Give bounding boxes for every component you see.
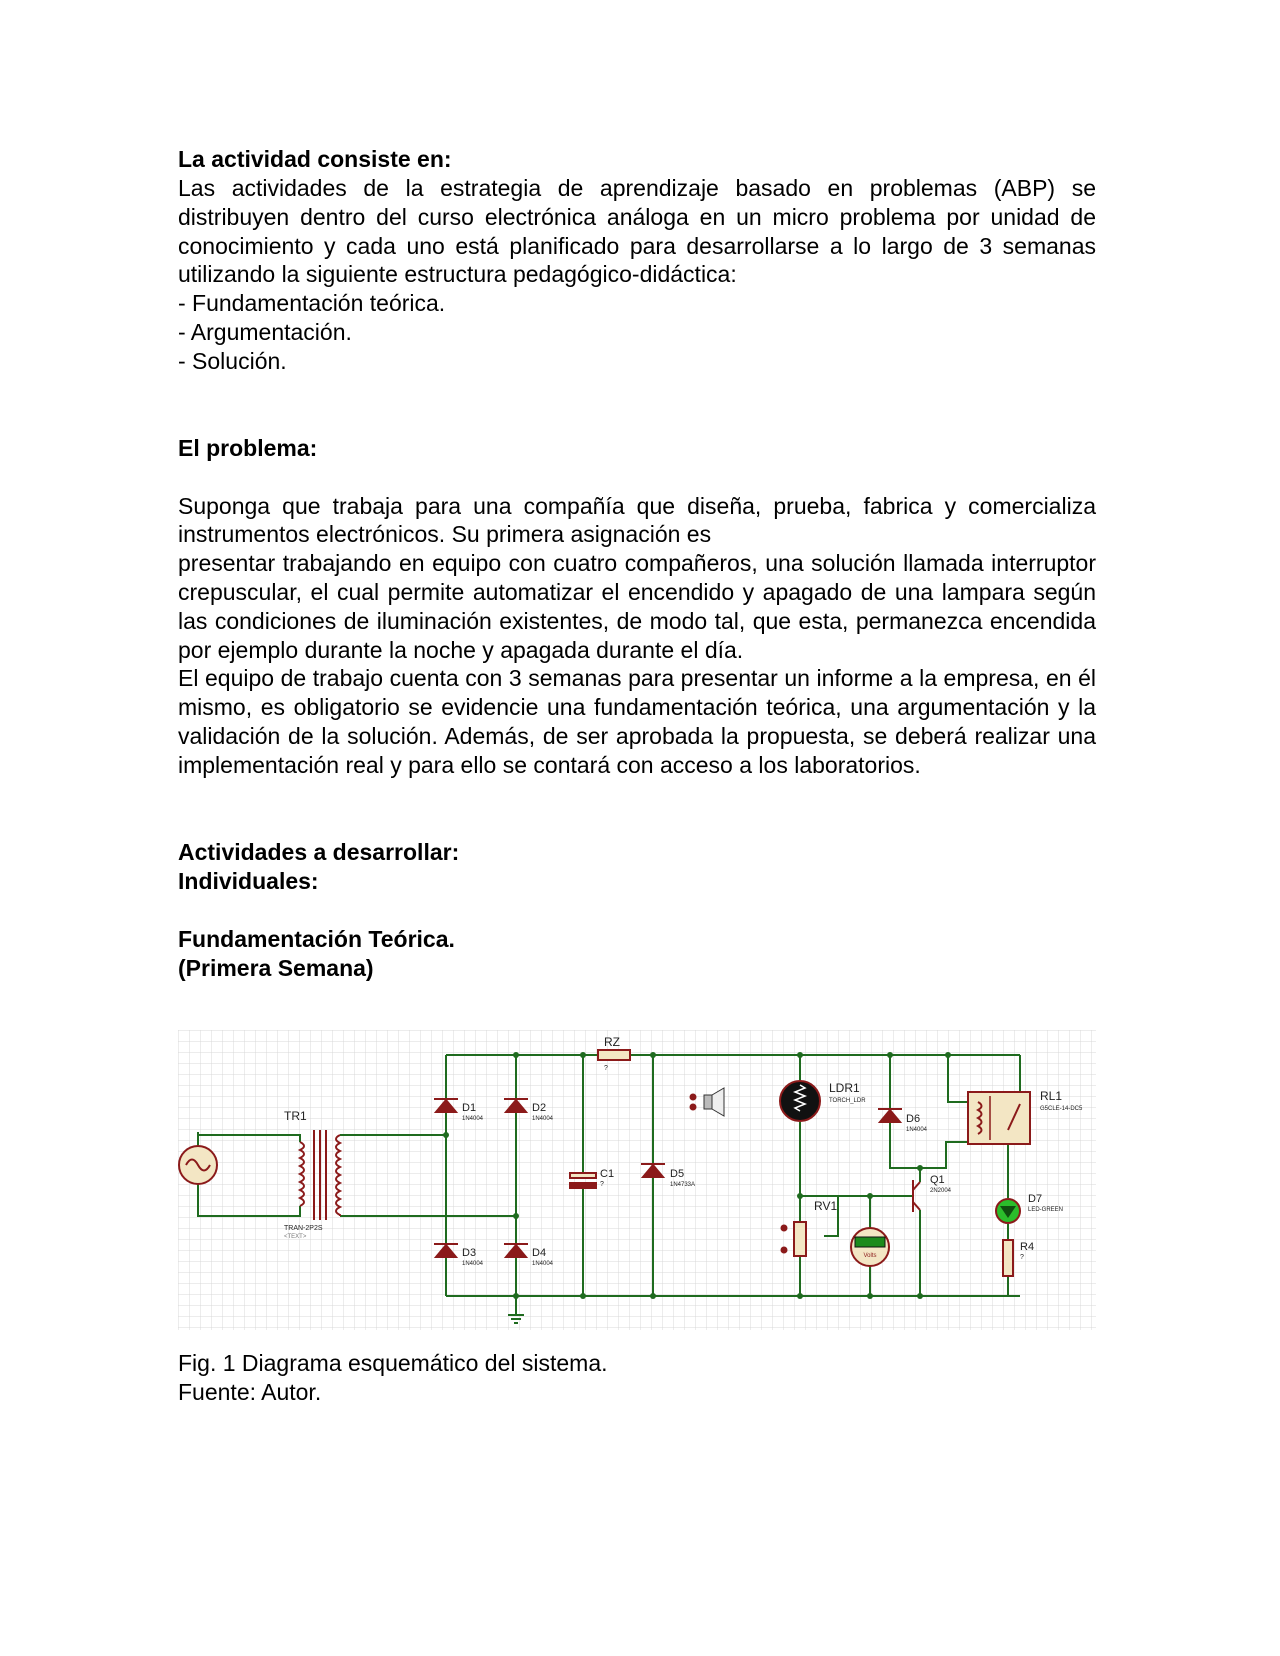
circuit-schematic	[178, 1030, 1096, 1330]
svg-text:1N4004: 1N4004	[462, 1116, 484, 1122]
intro-paragraph: Las actividades de la estrategia de aprendizaje basado en problemas (ABP) se distribuyen dentro del curso electrónica análoga en un micro problema por unidad de conocimiento y cada uno está planificado para desarrollarse a lo largo de 3 semanas utilizando la siguiente estructura pedagógico-didáctica:	[178, 175, 1096, 288]
heading-actividad: La actividad consiste en:	[178, 146, 452, 172]
list-item: - Solución.	[178, 347, 287, 374]
svg-text:1N4733A: 1N4733A	[670, 1182, 696, 1188]
svg-text:1N4004: 1N4004	[462, 1261, 484, 1267]
problem-paragraph-1a: Suponga que trabaja para una compañía que diseña, prueba, fabrica y comercializa instrumentos electrónicos. Su primera asignación es	[178, 492, 1096, 548]
svg-text:1N4004: 1N4004	[906, 1127, 928, 1133]
svg-text:LED-GREEN: LED-GREEN	[1028, 1207, 1064, 1213]
figure-caption	[178, 1349, 608, 1407]
svg-text:D5: D5	[670, 1168, 685, 1180]
ldr-icon	[780, 1081, 820, 1121]
svg-text:?: ?	[1020, 1254, 1024, 1261]
svg-text:TORCH_LDR: TORCH_LDR	[829, 1098, 866, 1104]
resistor-icon	[598, 1050, 630, 1060]
list-item: - Argumentación.	[178, 318, 352, 345]
svg-text:RZ: RZ	[604, 1035, 620, 1049]
heading-actividades: Actividades a desarrollar:	[178, 838, 460, 865]
svg-text:1N4004: 1N4004	[532, 1261, 554, 1267]
relay-icon	[968, 1092, 1030, 1144]
problem-paragraph-1b: presentar trabajando en equipo con cuatro compañeros, una solución llamada interruptor crepuscular, el cual permite automatizar el encendido y apagado de una lampara según las condiciones de iluminación existentes, de modo tal, que esta, permanezca encendida por ejemplo durante la noche y apagada durante el día.	[178, 550, 1096, 663]
voltmeter-icon	[851, 1228, 889, 1266]
svg-text:?: ?	[600, 1181, 604, 1188]
svg-text:R4: R4	[1020, 1241, 1035, 1253]
heading-fundamentacion: Fundamentación Teórica.	[178, 925, 455, 952]
svg-text:G5CLE-14-DC5: G5CLE-14-DC5	[1040, 1106, 1083, 1112]
heading-semana: (Primera Semana)	[178, 954, 374, 981]
grid-background	[178, 1030, 1096, 1330]
svg-text:D6: D6	[906, 1113, 921, 1125]
svg-text:TR1: TR1	[284, 1109, 307, 1123]
document-body	[178, 145, 1096, 983]
list-item: - Fundamentación teórica.	[178, 290, 446, 317]
svg-text:C1: C1	[600, 1168, 615, 1180]
svg-text:2N2004: 2N2004	[930, 1188, 952, 1194]
problem-paragraph-2: El equipo de trabajo cuenta con 3 semanas para presentar un informe a la empresa, en él mismo, es obligatorio se evidencie una fundamentación teórica, una argumentación y la validación de la solución. Además, de ser aprobada la propuesta, se deberá realizar una implementación real y para ello se contará con acceso a los laboratorios.	[178, 665, 1096, 778]
caption-source: Fuente: Autor.	[178, 1379, 322, 1405]
svg-text:RV1: RV1	[814, 1199, 838, 1213]
svg-text:RL1: RL1	[1040, 1089, 1063, 1103]
svg-text:D7: D7	[1028, 1193, 1043, 1205]
svg-text:D3: D3	[462, 1247, 477, 1259]
caption-fig: Fig. 1 Diagrama esquemático del sistema.	[178, 1350, 608, 1376]
svg-text:LDR1: LDR1	[829, 1081, 860, 1095]
resistor-icon	[1003, 1240, 1013, 1276]
svg-text:?: ?	[604, 1065, 608, 1072]
svg-text:D1: D1	[462, 1102, 477, 1114]
ac-source-icon	[179, 1146, 217, 1184]
svg-text:D2: D2	[532, 1102, 547, 1114]
svg-text:<TEXT>: <TEXT>	[284, 1234, 307, 1240]
svg-text:TRAN-2P2S: TRAN-2P2S	[284, 1225, 323, 1232]
svg-text:Volts: Volts	[863, 1253, 877, 1259]
svg-text:1N4004: 1N4004	[532, 1116, 554, 1122]
svg-text:D4: D4	[532, 1247, 547, 1259]
heading-problema: El problema:	[178, 434, 318, 461]
heading-individuales: Individuales:	[178, 867, 319, 894]
svg-text:Q1: Q1	[930, 1174, 945, 1186]
led-icon	[996, 1199, 1020, 1223]
